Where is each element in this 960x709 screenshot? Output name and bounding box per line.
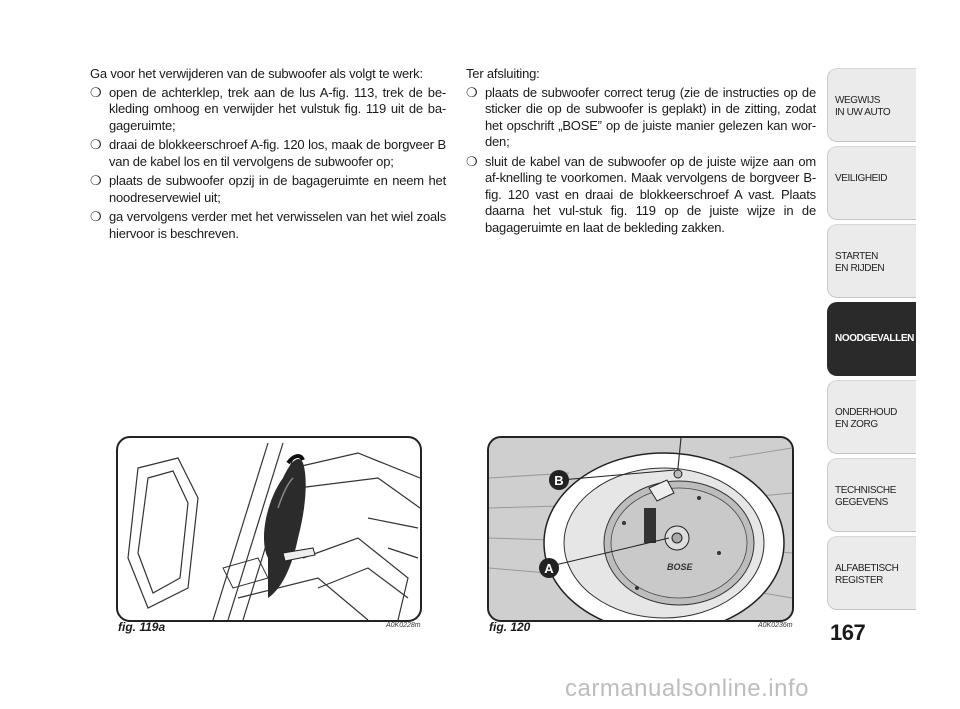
- figure-119a-caption: fig. 119a: [118, 620, 166, 634]
- right-bullet-list: [466, 85, 816, 237]
- figure-120-image: [487, 436, 794, 622]
- list-item: ❍ sluit de kabel van de subwoofer op de juiste wijze aan om af-knelling te voorkomen. Maak vervolgens de borgveer B-fig. 120 vast en draai de blokkeerschroef A vast. Plaats daarna het vul-stuk fig. 119 op de juiste wijze in de bagageruimte en laat de bekleding zakken.: [466, 153, 816, 235]
- list-item: ❍ plaats de subwoofer opzij in de bagageruimte en neem het noodreservewiel uit;: [90, 173, 446, 205]
- tab-starten[interactable]: [827, 224, 916, 298]
- tab-label: STARTEN EN RIJDEN: [835, 251, 885, 274]
- bullet-icon: ❍: [90, 209, 102, 224]
- tab-label: TECHNISCHE GEGEVENS: [835, 485, 897, 508]
- label-b: B: [554, 473, 564, 488]
- left-column: [90, 66, 446, 245]
- label-a: A: [544, 561, 554, 576]
- tab-veiligheid[interactable]: [827, 146, 916, 220]
- figure-119a-image: [116, 436, 422, 622]
- chapter-sidebar: [827, 68, 916, 614]
- list-item: ❍ open de achterklep, trek aan de lus A-fig. 113, trek de be-kleding omhoog en verwijder het vulstuk fig. 119 uit de ba-gageruimte;: [90, 84, 446, 133]
- tab-onderhoud[interactable]: [827, 380, 916, 454]
- left-bullet-list: [90, 85, 446, 243]
- list-item: ❍ draai de blokkeerschroef A-fig. 120 los, maak de borgveer B van de kabel los en til vervolgens de subwoofer op;: [90, 137, 446, 169]
- figure-120-code: A0K0236m: [758, 622, 793, 629]
- list-item: ❍ plaats de subwoofer correct terug (zie de instructies op de sticker die op de subwoofer is geplakt) in de zitting, zodat het opschrift „BOSE” op de juiste manier gelezen kan wor-den;: [466, 84, 816, 149]
- subwoofer-wheel-illustration: [489, 438, 792, 620]
- subwoofer-removal-illustration: [118, 438, 420, 620]
- right-intro: Ter afsluiting:: [466, 66, 540, 81]
- tab-label: WEGWIJS IN UW AUTO: [835, 95, 891, 118]
- left-intro: Ga voor het verwijderen van de subwoofer als volgt te werk:: [90, 66, 423, 81]
- bose-logo-text: BOSE: [667, 562, 693, 572]
- right-column: [466, 66, 816, 239]
- list-item: ❍ ga vervolgens verder met het verwisselen van het wiel zoals hiervoor is beschreven.: [90, 209, 446, 241]
- figure-120-caption: fig. 120: [489, 620, 531, 634]
- bullet-icon: ❍: [90, 173, 102, 188]
- page-number: 167: [830, 620, 866, 645]
- bullet-icon: ❍: [90, 137, 102, 152]
- bullet-icon: ❍: [466, 84, 478, 100]
- bullet-icon: ❍: [466, 153, 478, 169]
- tab-label: ALFABETISCH REGISTER: [835, 563, 899, 586]
- tab-label: VEILIGHEID: [835, 173, 888, 184]
- tab-noodgevallen[interactable]: [827, 302, 916, 376]
- tab-label: NOODGEVALLEN: [835, 333, 914, 344]
- figure-119a-code: A0K0228m: [386, 622, 421, 629]
- tab-label: ONDERHOUD EN ZORG: [835, 407, 897, 430]
- tab-technische[interactable]: [827, 458, 916, 532]
- watermark: carmanualsonline.info: [565, 675, 809, 702]
- bullet-icon: ❍: [90, 84, 102, 100]
- tab-wegwijs[interactable]: [827, 68, 916, 142]
- tab-alfabetisch[interactable]: [827, 536, 916, 610]
